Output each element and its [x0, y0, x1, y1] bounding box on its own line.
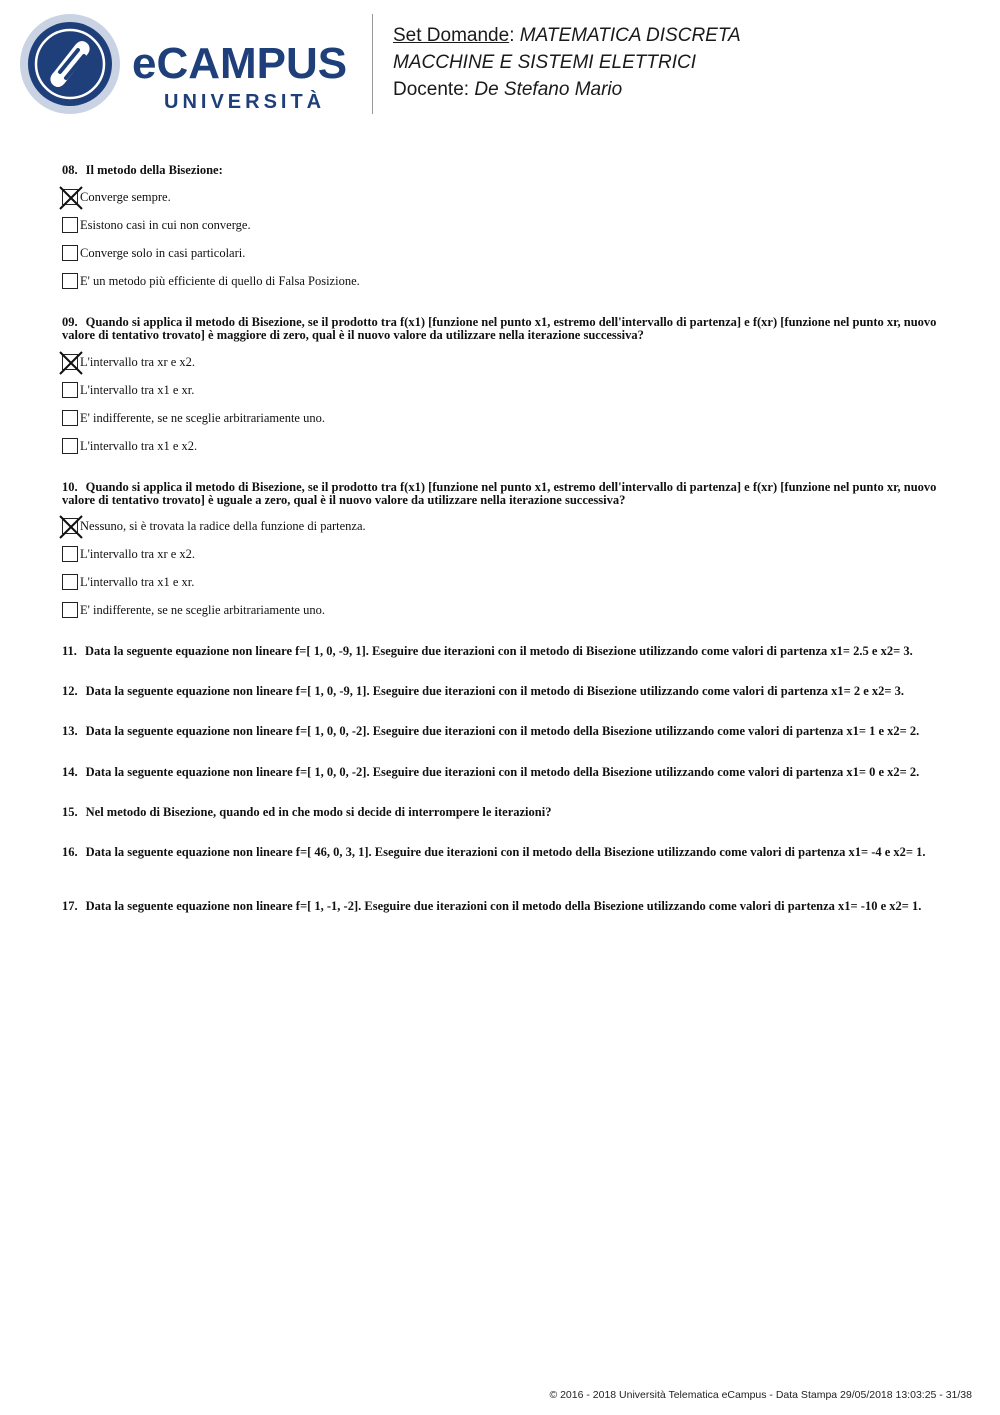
question-15 — [62, 806, 942, 819]
answer-text: L'intervallo tra x1 e x2. — [80, 439, 198, 453]
teacher-label: Docente — [393, 79, 464, 100]
answer-text: Converge solo in casi particolari. — [80, 246, 246, 260]
answer-text: E' indifferente, se ne sceglie arbitrariamente uno. — [80, 603, 325, 617]
question-number: 12. — [62, 684, 78, 698]
question-13 — [62, 725, 942, 738]
header-info — [393, 22, 741, 103]
set-label: Set Domande — [393, 25, 510, 46]
answer-text: E' indifferente, se ne sceglie arbitrariamente uno. — [80, 411, 325, 425]
teacher-colon: : — [463, 79, 470, 100]
answer-text: L'intervallo tra x1 e xr. — [80, 383, 195, 397]
checked-checkbox[interactable] — [62, 189, 78, 205]
checkbox[interactable] — [62, 217, 78, 233]
question-16 — [62, 846, 942, 859]
answer-text: L'intervallo tra xr e x2. — [80, 547, 196, 561]
checkbox[interactable] — [62, 602, 78, 618]
answer-text: Converge sempre. — [80, 190, 171, 204]
question-text: Quando si applica il metodo di Bisezione, se il prodotto tra f(x1) [funzione nel punto x1, estremo dell'intervallo di partenza] e f(xr) [funzione nel punto xr, nuovo valore di tentativo trovato] è maggiore di zero, qual è il nuovo valore da utilizzare nella iterazione successiva? — [62, 315, 937, 342]
teacher-line — [393, 76, 741, 103]
answer-text: E' un metodo più efficiente di quello di Falsa Posizione. — [80, 274, 360, 288]
page-footer: © 2016 - 2018 Università Telematica eCampus - Data Stampa 29/05/2018 13:03:25 - 31/38 — [549, 1389, 972, 1401]
checkbox[interactable] — [62, 546, 78, 562]
checkbox[interactable] — [62, 438, 78, 454]
question-text: Data la seguente equazione non lineare f=[ 1, 0, -9, 1]. Eseguire due iterazioni con il metodo di Bisezione utilizzando come valori di partenza x1= 2 e x2= 3. — [85, 684, 905, 698]
checkbox[interactable] — [62, 410, 78, 426]
question-text: Data la seguente equazione non lineare f=[ 46, 0, 3, 1]. Eseguire due iterazioni con il metodo della Bisezione utilizzando come valori di partenza x1= -4 e x2= 1. — [85, 845, 926, 859]
question-text: Il metodo della Bisezione: — [85, 163, 223, 177]
question-09 — [62, 316, 942, 342]
checkbox[interactable] — [62, 245, 78, 261]
question-10 — [62, 481, 942, 507]
question-text: Data la seguente equazione non lineare f=[ 1, 0, 0, -2]. Eseguire due iterazioni con il metodo della Bisezione utilizzando come valori di partenza x1= 1 e x2= 2. — [85, 724, 920, 738]
teacher-name: De Stefano Mario — [474, 79, 623, 100]
answer-text: Nessuno, si è trovata la radice della funzione di partenza. — [80, 519, 366, 533]
question-number: 17. — [62, 899, 78, 913]
question-number: 13. — [62, 724, 78, 738]
question-text: Data la seguente equazione non lineare f=[ 1, -1, -2]. Eseguire due iterazioni con il metodo della Bisezione utilizzando come valori di partenza x1= -10 e x2= 1. — [85, 899, 922, 913]
question-text: Data la seguente equazione non lineare f=[ 1, 0, -9, 1]. Eseguire due iterazioni con il metodo di Bisezione utilizzando come valori di partenza x1= 2.5 e x2= 3. — [84, 644, 913, 658]
question-08 — [62, 164, 942, 177]
question-text: Nel metodo di Bisezione, quando ed in che modo si decide di interrompere le iterazioni? — [85, 805, 552, 819]
question-17 — [62, 900, 942, 913]
course-line-1: MATEMATICA DISCRETA — [519, 25, 741, 46]
checked-checkbox[interactable] — [62, 354, 78, 370]
checkbox[interactable] — [62, 382, 78, 398]
checked-checkbox[interactable] — [62, 518, 78, 534]
question-number: 11. — [62, 644, 77, 658]
logo-wordmark: eCAMPUS — [132, 39, 348, 88]
answer-text: L'intervallo tra x1 e xr. — [80, 575, 195, 589]
set-colon: : — [509, 25, 515, 46]
answer-text: Esistono casi in cui non converge. — [80, 218, 251, 232]
question-number: 16. — [62, 845, 78, 859]
question-number: 08. — [62, 163, 78, 177]
logo-subtext: UNIVERSITÀ — [164, 91, 326, 113]
question-number: 15. — [62, 805, 78, 819]
question-number: 09. — [62, 315, 78, 329]
question-12 — [62, 685, 942, 698]
checkbox[interactable] — [62, 574, 78, 590]
checkbox[interactable] — [62, 273, 78, 289]
question-text: Data la seguente equazione non lineare f=[ 1, 0, 0, -2]. Eseguire due iterazioni con il metodo della Bisezione utilizzando come valori di partenza x1= 0 e x2= 2. — [85, 765, 920, 779]
question-14 — [62, 766, 942, 779]
header-divider — [372, 14, 373, 114]
set-line — [393, 22, 741, 49]
question-11 — [62, 645, 942, 658]
question-text: Quando si applica il metodo di Bisezione, se il prodotto tra f(x1) [funzione nel punto x1, estremo dell'intervallo di partenza] e f(xr) [funzione nel punto xr, nuovo valore di tentativo trovato] è uguale a zero, qual è il nuovo valore da utilizzare nella iterazione successiva? — [62, 480, 937, 507]
page-header — [0, 0, 1000, 130]
question-number: 10. — [62, 480, 78, 494]
ecampus-logo — [14, 14, 359, 120]
question-number: 14. — [62, 765, 78, 779]
answer-text: L'intervallo tra xr e x2. — [80, 355, 196, 369]
course-line-2: MACCHINE E SISTEMI ELETTRICI — [393, 52, 696, 73]
